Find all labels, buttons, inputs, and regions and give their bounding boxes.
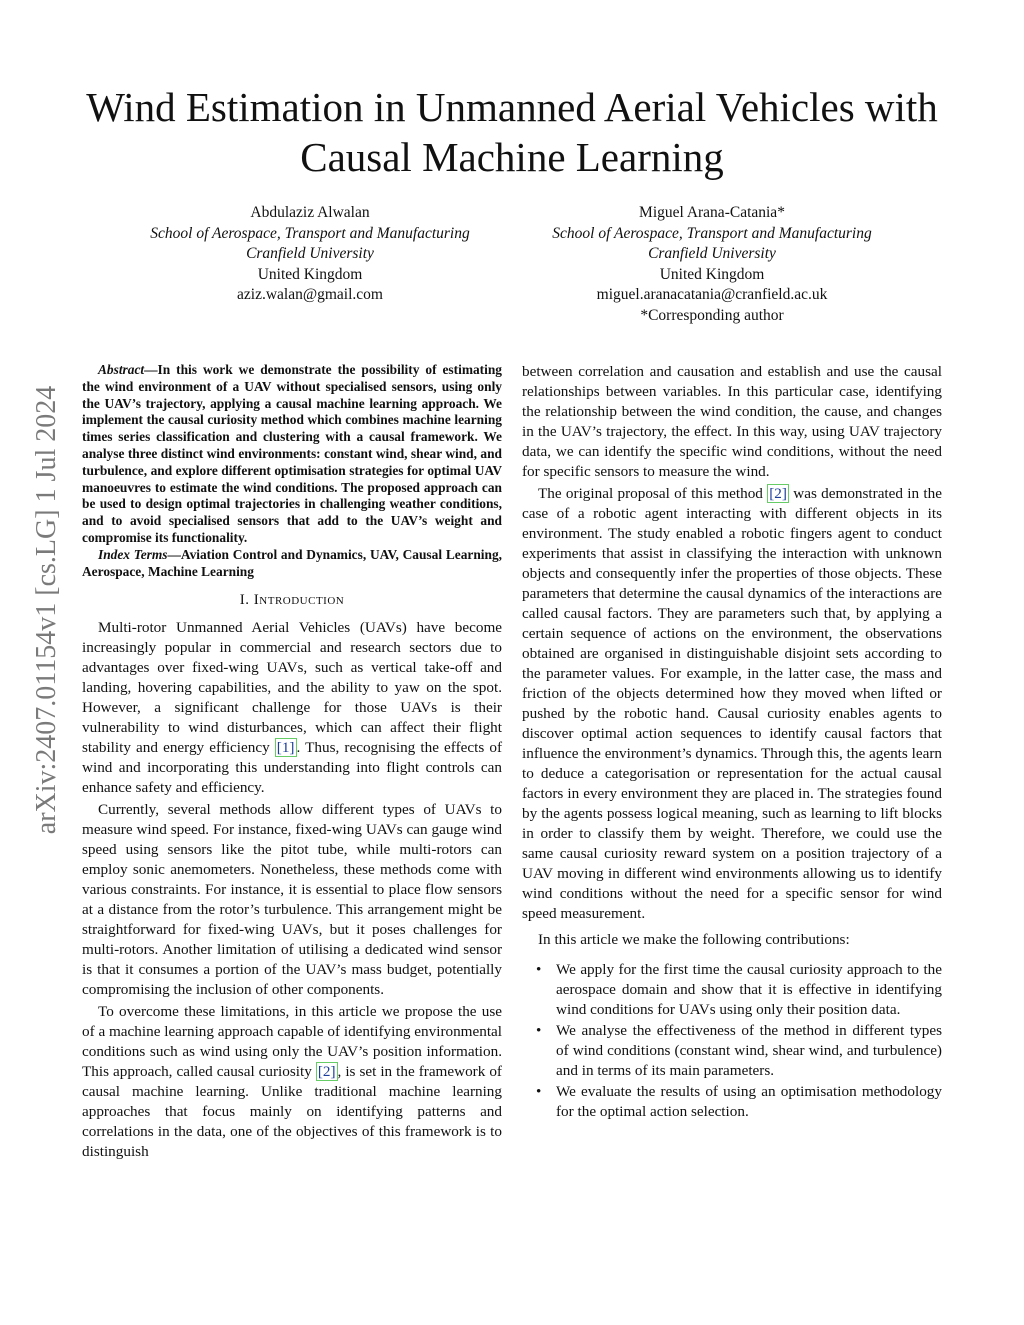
- paragraph-6: In this article we make the following contributions:: [538, 931, 850, 948]
- list-item: [522, 1082, 942, 1122]
- paragraph-5: [522, 484, 942, 924]
- author-email[interactable]: aziz.walan@gmail.com: [237, 286, 383, 303]
- author-block-1: [100, 203, 520, 306]
- list-item-text: We evaluate the results of using an optimisation methodology for the optimal action selection.: [556, 1083, 942, 1120]
- title-line-2: Causal Machine Learning: [300, 134, 724, 180]
- bullet-icon: •: [536, 1022, 542, 1039]
- arxiv-identifier: arXiv:2407.01154v1 [cs.LG] 1 Jul 2024: [31, 385, 62, 835]
- paragraph-3: [82, 1002, 502, 1162]
- paragraph-text: Multi-rotor Unmanned Aerial Vehicles (UAVs) have become increasingly popular in commercial and research sectors due to advantages over fixed-wing UAVs, such as vertical take-off and landing, hovering capabilities, and the ability to yaw on the spot. However, a significant challenge for those UAVs is their vulnerability to wind disturbances, which can affect their flight stability and energy efficiency: [82, 619, 502, 757]
- list-item: [522, 960, 942, 1020]
- index-terms-text: —Aviation Control and Dynamics, UAV, Causal Learning, Aerospace, Machine Learning: [82, 546, 502, 579]
- abstract: [82, 362, 502, 547]
- author-affiliation: School of Aerospace, Transport and Manufacturing: [552, 224, 872, 242]
- title-line-1: Wind Estimation in Unmanned Aerial Vehicles with: [86, 84, 938, 130]
- paragraph-text: To overcome these limitations, in this article we propose the use of a machine learning approach capable of identifying environmental conditions such as wind using only the UAV’s position information. This approach, called causal curiosity: [82, 1003, 503, 1081]
- section-heading-introduction: [82, 590, 502, 610]
- author-name: Miguel Arana-Catania*: [639, 204, 785, 221]
- author-country: United Kingdom: [659, 265, 765, 283]
- citation-link[interactable]: [2]: [317, 1063, 336, 1081]
- citation-link[interactable]: [1]: [276, 739, 295, 757]
- paragraph-4: between correlation and causation and establish and use the causal relationships between variables. In this particular case, identifying the relationship between the wind condition, the cause, and changes in the UAV’s trajectory, the effect. In this way, using UAV trajectory data, we can identify the specific wind conditions, without the need for specific sensors to measure the wind.: [522, 363, 942, 480]
- section-number: I.: [239, 592, 250, 609]
- author-university: Cranfield University: [648, 245, 776, 262]
- paragraph-text: was demonstrated in the case of a robotic agent interacting with different objects in its environment. The study enabled a robotic fingers agent to conduct experiments that assist in classifying the interaction with unknown objects and consequently infer the properties of those objects. These parameters that determine the causal dynamics of the interactions are called causal factors. They are parameters such that, by applying a certain sequence of actions on the environment, the observations obtained are organised in distinguishable disjoint sets according to the parameter values. For example, in the latter case, the mass and friction of the objects determined how they moved when lifted or pushed by the robotic hand. Causal curiosity enables agents to discover optimal action sequences to identify causal factors that influence the environment’s dynamics. Through this, the agents learn to deduce a categorisation or representation for the actual causal factors in every environment they are placed in. The strategies found by the agents possess logical meaning, such as learning to lift blocks in order to classify them by weight. Therefore, we could use the same causal curiosity reward system on a position trajectory of a UAV moving in different wind environments allowing us to identify wind conditions without the need for a specific sensor for wind speed measurement.: [522, 485, 942, 922]
- paragraph-1: [82, 618, 502, 798]
- author-country: United Kingdom: [257, 265, 363, 283]
- paper-title: [60, 82, 964, 182]
- index-terms-label: Index Terms: [98, 546, 168, 562]
- list-item-text: We analyse the effectiveness of the method in different types of wind conditions (constant wind, shear wind, and turbulence) and in terms of its main parameters.: [556, 1022, 942, 1079]
- citation-link[interactable]: [2]: [769, 485, 787, 502]
- right-column: [522, 362, 942, 1123]
- abstract-text: —In this work we demonstrate the possibility of estimating the wind environment of a UAV without specialised sensors, using only the UAV’s trajectory, applying a causal machine learning approach. We implement the causal curiosity method which combines machine learning times series classification and clustering with a causal framework. We analyse three distinct wind environments: constant wind, shear wind, and turbulence, and explore different optimisation strategies for optimal UAV manoeuvres to estimate the wind conditions. The proposed approach can be used to design optimal trajectories in challenging weather conditions, and to avoid specialised sensors that add to the UAV’s weight and compromise its functionality.: [82, 362, 502, 545]
- section-title: Introduction: [253, 592, 345, 609]
- bullet-icon: •: [536, 961, 542, 978]
- author-block-2: [502, 203, 922, 326]
- author-name: Abdulaziz Alwalan: [250, 204, 370, 221]
- index-terms: [82, 547, 502, 581]
- list-item-text: We apply for the first time the causal curiosity approach to the aerospace domain and show that it is effective in identifying wind conditions for UAVs using only their position data.: [556, 961, 942, 1018]
- author-email[interactable]: miguel.aranacatania@cranfield.ac.uk: [596, 286, 828, 303]
- bullet-icon: •: [536, 1083, 542, 1100]
- paragraph-text: . Thus, recognising the effects of wind and incorporating this understanding into flight controls can enhance safety and efficiency.: [82, 739, 502, 797]
- paragraph-2: Currently, several methods allow different types of UAVs to measure wind speed. For instance, fixed-wing UAVs can gauge wind speed using sensors like the pitot tube, while multi-rotors can employ sonic anemometers. Nonetheless, these methods come with various constraints. For instance, it is essential to place flow sensors at a distance from the rotor’s turbulence. This arrangement might be straightforward for fixed-wing UAVs, but it poses challenges for multi-rotors. Another limitation of utilising a dedicated wind sensor is that it consumes a portion of the UAV’s mass budget, potentially compromising the inclusion of other components.: [82, 801, 502, 999]
- paragraph-text: The original proposal of this method: [538, 485, 768, 502]
- corresponding-author-note: *Corresponding author: [640, 306, 784, 324]
- left-column: [82, 362, 502, 1162]
- contributions-list: [522, 960, 942, 1122]
- paragraph-text: , is set in the framework of causal machine learning. Unlike traditional machine learning approaches that focus mainly on identifying patterns and correlations in the data, one of the objectives of this framework is to distinguish: [82, 1063, 502, 1161]
- list-item: [522, 1021, 942, 1081]
- author-affiliation: School of Aerospace, Transport and Manufacturing: [150, 224, 470, 242]
- author-university: Cranfield University: [246, 245, 374, 262]
- abstract-label: Abstract: [98, 362, 145, 377]
